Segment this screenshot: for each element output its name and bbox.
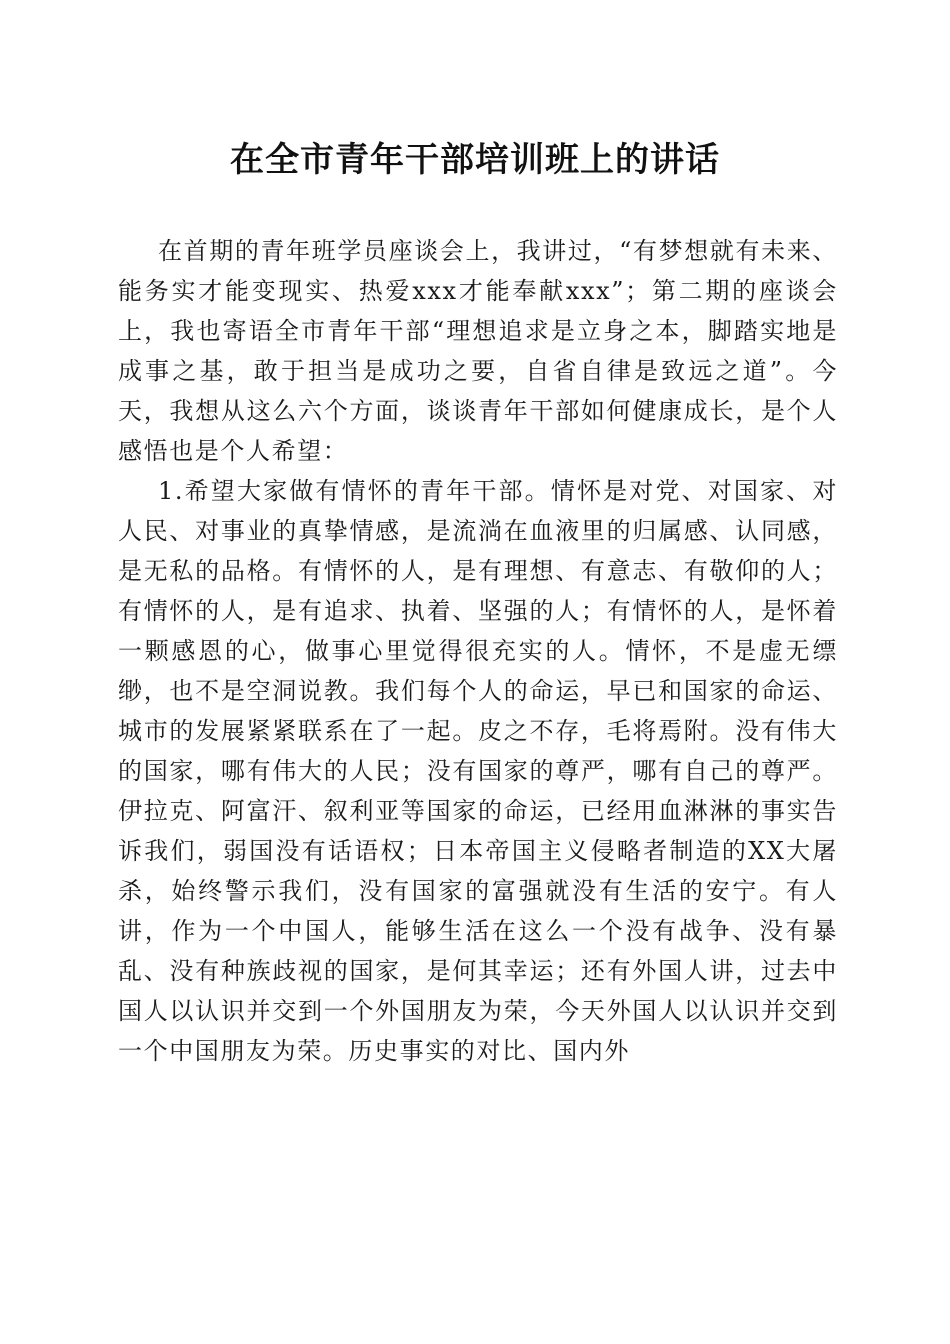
document-body: [118, 231, 838, 1071]
paragraph-point-1: 1.希望大家做有情怀的青年干部。情怀是对党、对国家、对人民、对事业的真挚情感，是流淌在血液里的归属感、认同感，是无私的品格。有情怀的人，是有理想、有意志、有敬仰的人；有情怀的人，是有追求、执着、坚强的人；有情怀的人，是怀着一颗感恩的心，做事心里觉得很充实的人。情怀，不是虚无缥缈，也不是空洞说教。我们每个人的命运，早已和国家的命运、城市的发展紧紧联系在了一起。皮之不存，毛将焉附。没有伟大的国家，哪有伟大的人民；没有国家的尊严，哪有自己的尊严。伊拉克、阿富汗、叙利亚等国家的命运，已经用血淋淋的事实告诉我们，弱国没有话语权；日本帝国主义侵略者制造的XX大屠杀，始终警示我们，没有国家的富强就没有生活的安宁。有人讲，作为一个中国人，能够生活在这么一个没有战争、没有暴乱、没有种族歧视的国家，是何其幸运；还有外国人讲，过去中国人以认识并交到一个外国朋友为荣，今天外国人以认识并交到一个中国朋友为荣。历史事实的对比、国内外: [118, 477, 838, 1065]
document-title: 在全市青年干部培训班上的讲话: [230, 140, 720, 180]
paragraph-intro: 在首期的青年班学员座谈会上，我讲过，“有梦想就有未来、能务实才能变现实、热爱xxx才能奉献xxx”；第二期的座谈会上，我也寄语全市青年干部“理想追求是立身之本，脚踏实地是成事之基，敢于担当是成功之要，自省自律是致远之道”。今天，我想从这么六个方面，谈谈青年干部如何健康成长，是个人感悟也是个人希望：: [118, 237, 838, 465]
